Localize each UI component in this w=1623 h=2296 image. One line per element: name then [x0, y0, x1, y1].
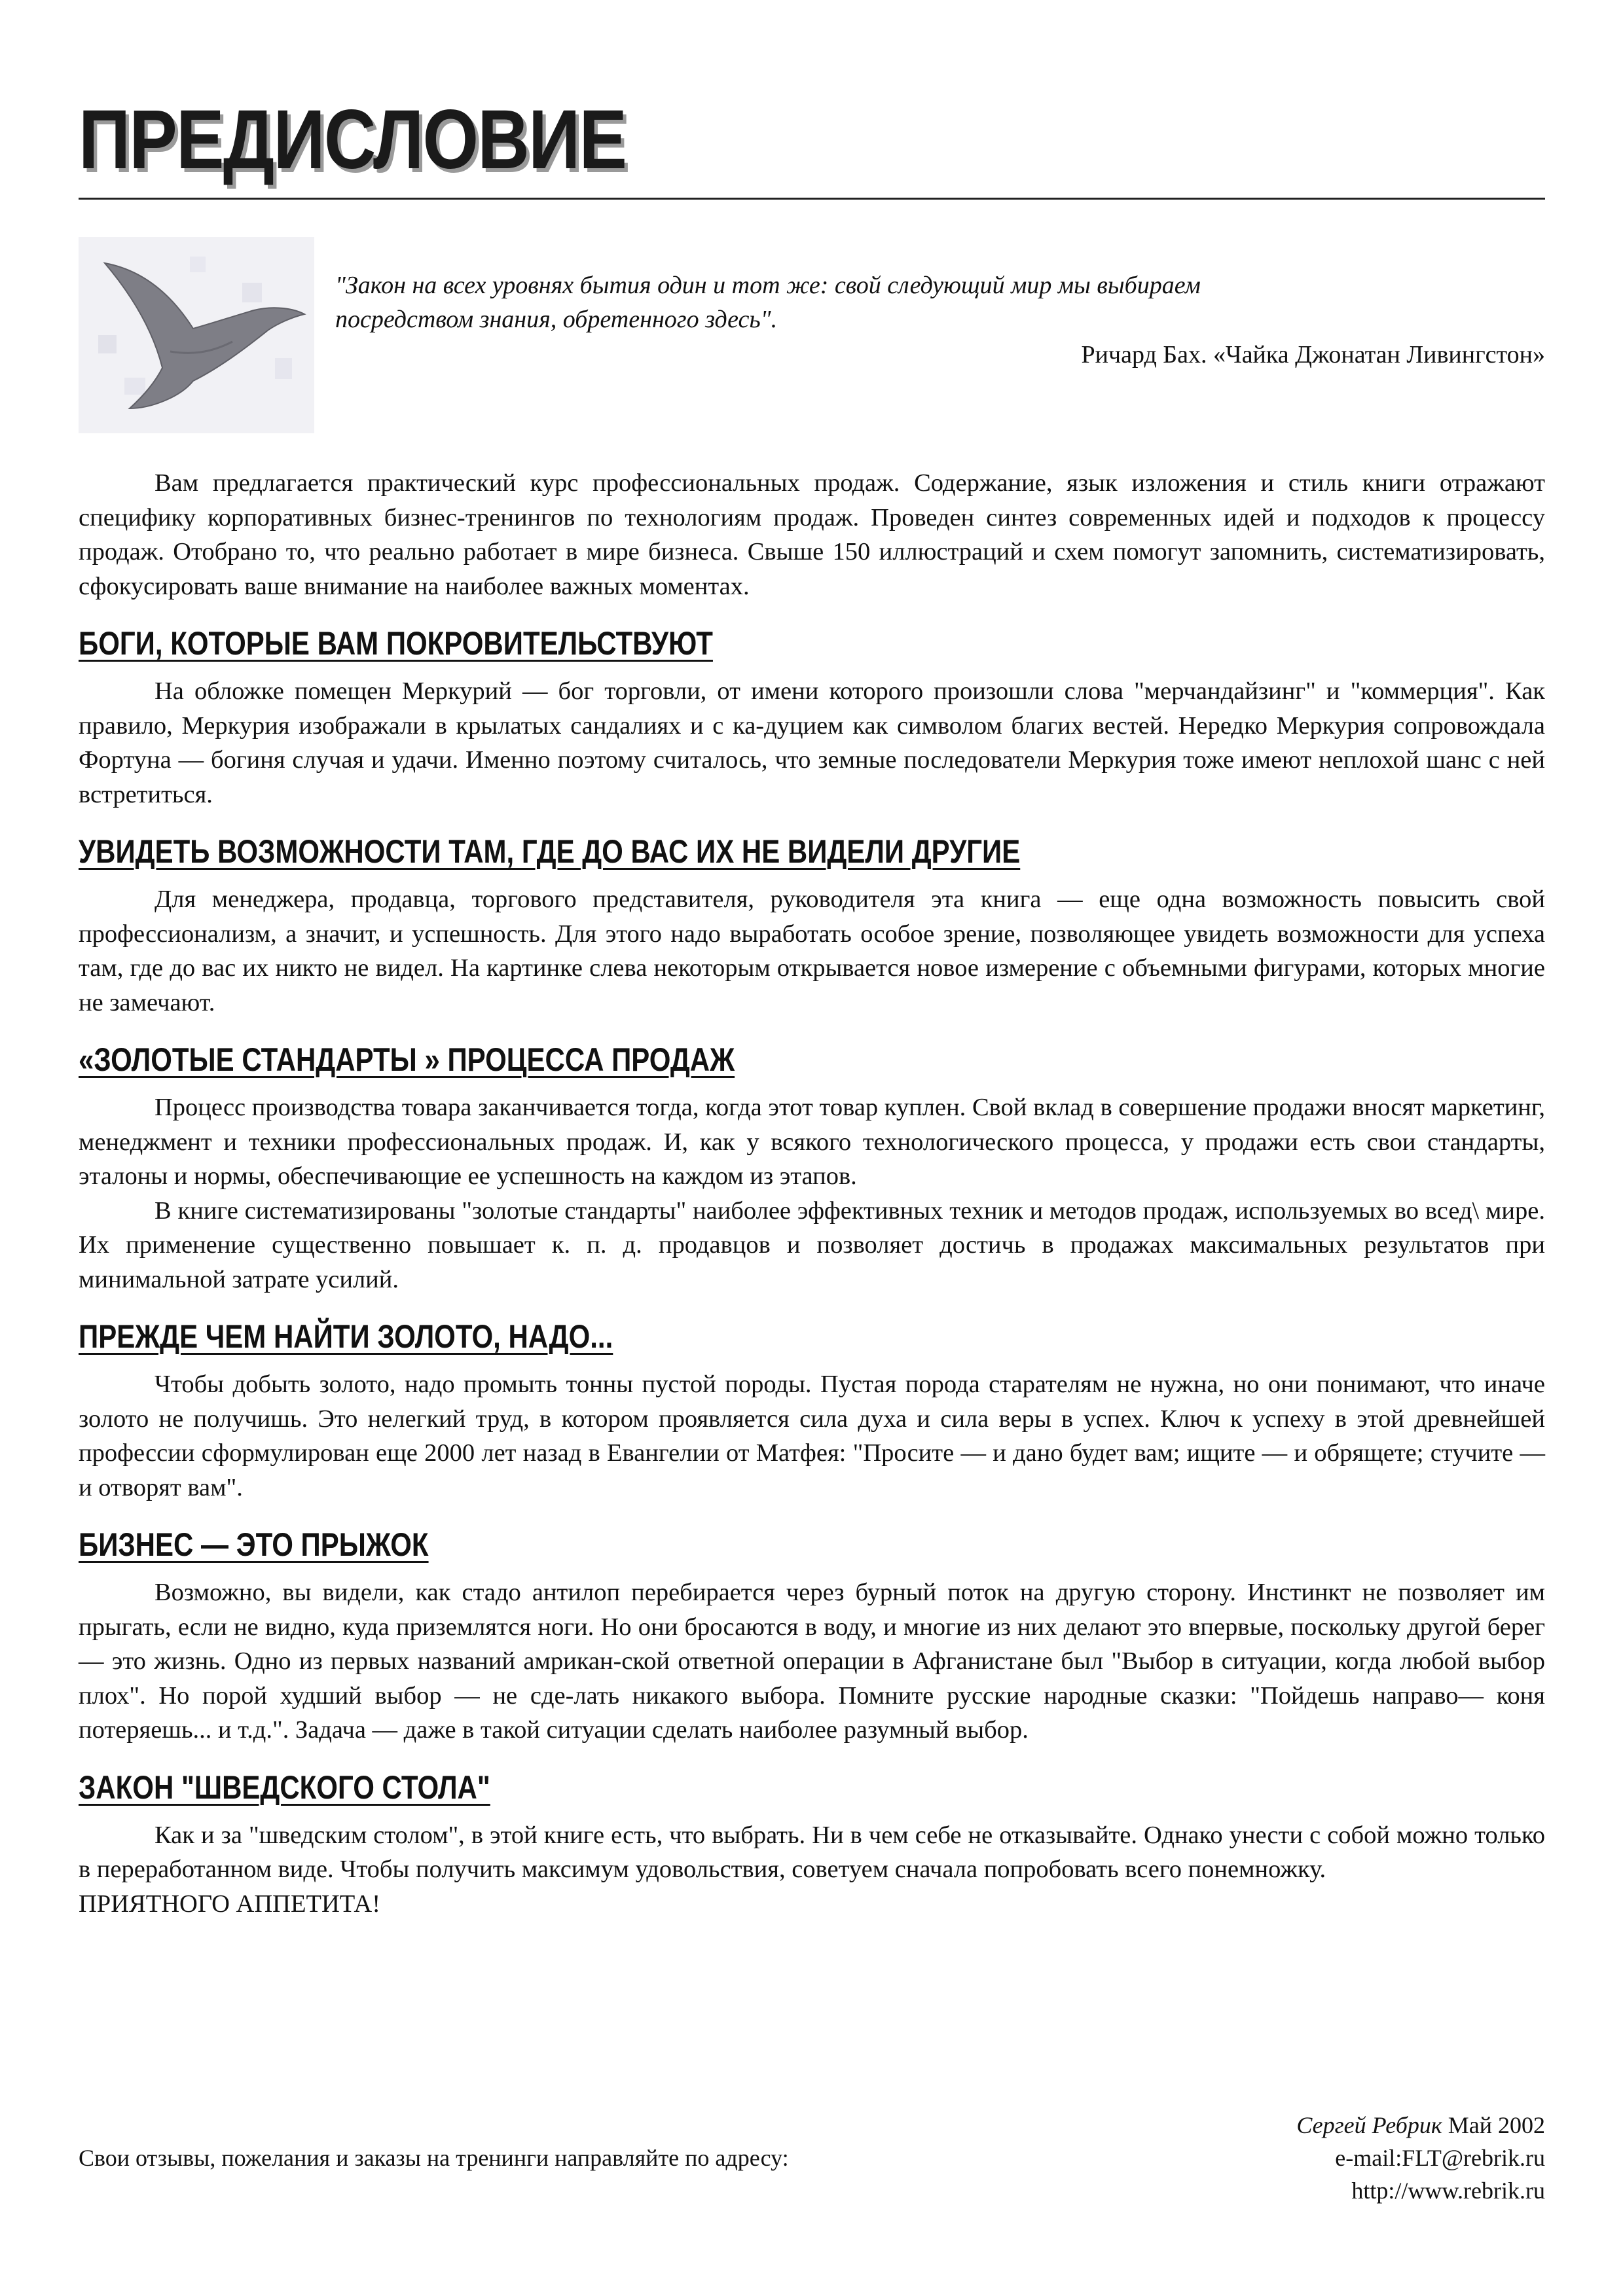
seagull-icon — [79, 237, 314, 433]
section-heading-business-jump: БИЗНЕС — ЭТО ПРЫЖОК — [79, 1526, 429, 1563]
section-paragraph: На обложке помещен Меркурий — бог торговли, от имени которого произошли слова "мерчандайзинг" и "коммерция". Как правило, Меркурия изображали в крылатых сандалиях и с ка-дуцием как символом благих вестей. Нередко Меркурия сопровождала Фортуна — богиня случая и удачи. Именно поэтому считалось, что земные последователи Меркурия тоже имеют неплохой шанс с ней встретиться. — [79, 677, 1545, 808]
section-paragraph: Процесс производства товара заканчивается тогда, когда этот товар куплен. Свой вклад в совершение продажи вносят маркетинг, менеджмент и техники профессиональных продаж. И, как у всякого технологического процесса, у продажи есть свои стандарты, эталоны и нормы, обеспечивающие ее успешность на каждом из этапов. — [79, 1094, 1545, 1190]
epigraph — [335, 268, 1545, 372]
website-link[interactable]: http://www.rebrik.ru — [1351, 2178, 1545, 2204]
epigraph-line-2: посредством знания, обретенного здесь". — [335, 306, 778, 333]
section-paragraph: В книге систематизированы "золотые стандарты" наиболее эффективных техник и методов продаж, используемых во всед\ мире. Их применение существенно повышает к. п. д. продавцов и позволяет достичь в продажах максимальных результатов при минимальной затрате усилий. — [79, 1196, 1545, 1293]
author-date: Май 2002 — [1442, 2112, 1545, 2138]
epigraph-attribution: Ричард Бах. «Чайка Джонатан Ливингстон» — [1081, 341, 1545, 368]
author-signature — [79, 2109, 1545, 2142]
section-paragraph: Чтобы добыть золото, надо промыть тонны пустой породы. Пустая порода старателям не нужна, но они понимают, что иначе золото не получишь. Это нелегкий труд, в котором проявляется сила духа и сила веры в успех. Ключ к успеху в этой древнейшей профессии сформулирован еще 2000 лет назад в Евангелии от Матфея: "Просите — и дано будет вам; ищите — и обрящете; стучите — и отворят вам". — [79, 1371, 1545, 1501]
footer — [79, 2109, 1545, 2207]
main-content — [79, 466, 1545, 1921]
section-heading-gods: БОГИ, КОТОРЫЕ ВАМ ПОКРОВИТЕЛЬСТВУЮТ — [79, 625, 713, 662]
section-paragraph: Для менеджера, продавца, торгового представителя, руководителя эта книга — еще одна возможность повысить свой профессионализм, а значит, и успешность. Для этого надо выработать особое зрение, позволяющее увидеть возможности для успеха там, где до вас их никто не видел. На картинке слева некоторым открывается новое измерение с объемными фигурами, которых многие не замечают. — [79, 886, 1545, 1016]
closing-line: ПРИЯТНОГО АППЕТИТА! — [79, 1890, 381, 1918]
author-name: Сергей Ребрик — [1296, 2112, 1442, 2138]
epigraph-text — [335, 268, 1545, 336]
epigraph-line-1: "Закон на всех уровнях бытия один и тот же: свой следующий мир мы выбираем — [335, 272, 1201, 299]
section-heading-golden-standards: «ЗОЛОТЫЕ СТАНДАРТЫ » ПРОЦЕССА ПРОДАЖ — [79, 1041, 735, 1078]
contact-row — [79, 2142, 1545, 2174]
feedback-text: Свои отзывы, пожелания и заказы на тренинги направляйте по адресу: — [79, 2145, 789, 2171]
section-heading-gold: ПРЕЖДЕ ЧЕМ НАЙТИ ЗОЛОТО, НАДО... — [79, 1318, 613, 1355]
section-heading-opportunities: УВИДЕТЬ ВОЗМОЖНОСТИ ТАМ, ГДЕ ДО ВАС ИХ НЕ ВИДЕЛИ ДРУГИЕ — [79, 833, 1021, 870]
section-paragraph: Как и за "шведским столом", в этой книге есть, что выбрать. Ни в чем себе не отказывайте. Однако унести с собой можно только в переработанном виде. Чтобы получить максимум удовольствия, советуем сначала попробовать всего понемножку. — [79, 1821, 1545, 1883]
email-link[interactable]: e-mail:FLT@rebrik.ru — [1335, 2145, 1545, 2171]
seagull-illustration — [79, 237, 314, 433]
page-title: ПРЕДИСЛОВИЕ — [79, 93, 627, 187]
section-heading-buffet: ЗАКОН "ШВЕДСКОГО СТОЛА" — [79, 1768, 490, 1806]
section-paragraph: Возможно, вы видели, как стадо антилоп перебирается через бурный поток на другую сторону. Инстинкт не позволяет им прыгать, если не видно, куда приземлятся ноги. Но они бросаются в воду, и многие из них делают это впервые, поскольку другой берег — это жизнь. Одно из первых названий амрикан-ской ответной операции в Афганистане был "Выбор в ситуации, когда любой выбор плох". Но порой худший выбор — не сде-лать никакого выбора. Помните русские народные сказки: "Пойдешь направо— коня потеряешь... и т.д.". Задача — даже в такой ситуации сделать наиболее разумный выбор. — [79, 1579, 1545, 1744]
intro-paragraph: Вам предлагается практический курс профессиональных продаж. Содержание, язык изложения и стиль книги отражают специфику корпоративных бизнес-тренингов по технологиям продаж. Проведен синтез современных идей и подходов к процессу продаж. Отобрано то, что реально работает в мире бизнеса. Свыше 150 иллюстраций и схем помогут запомнить, систематизировать, сфокусировать ваше внимание на наиболее важных моментах. — [79, 469, 1545, 600]
title-divider — [79, 198, 1545, 200]
